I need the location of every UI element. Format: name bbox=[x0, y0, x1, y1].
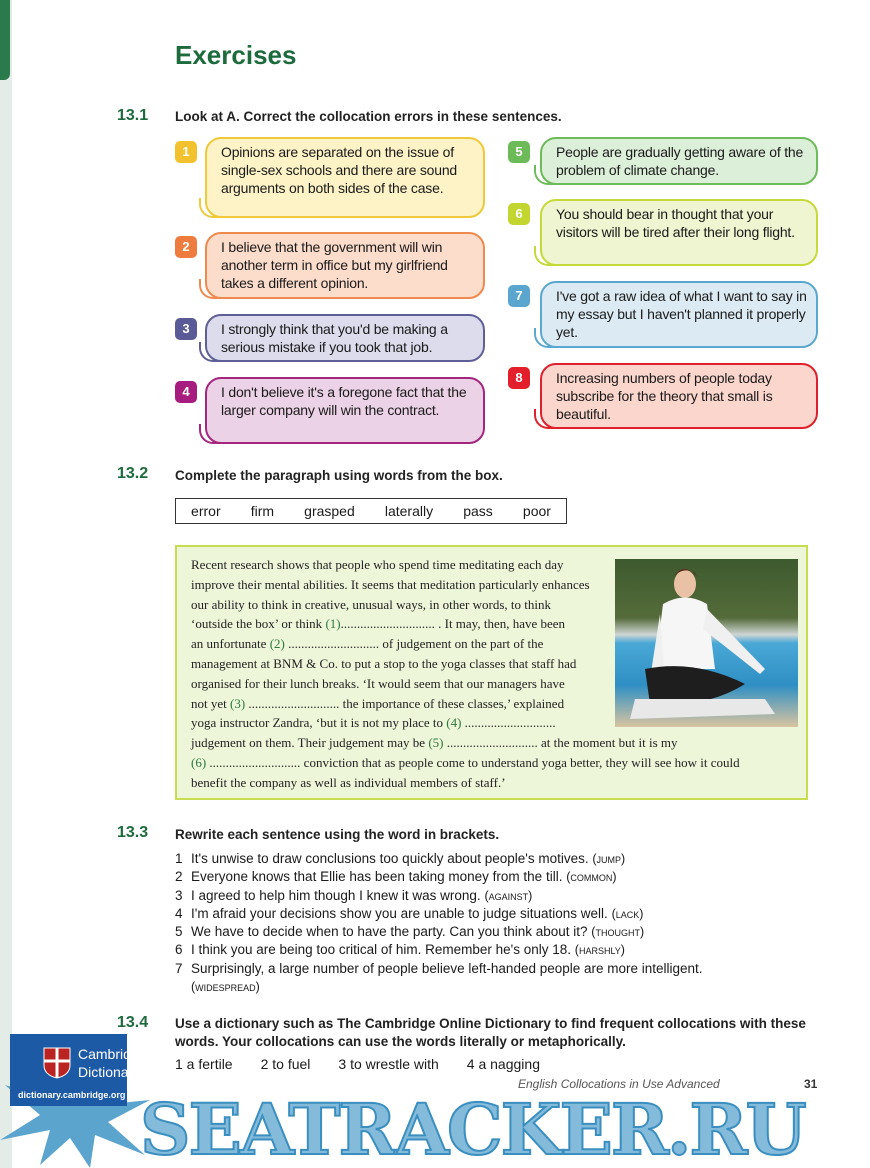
page-edge-strip bbox=[0, 0, 12, 1168]
item-body bbox=[191, 868, 617, 886]
item-number-badge: 3 bbox=[175, 318, 197, 340]
item-number: 1 bbox=[175, 851, 183, 866]
item-number-badge: 4 bbox=[175, 381, 197, 403]
yoga-woman-photo bbox=[615, 559, 798, 727]
reading-box bbox=[175, 545, 808, 800]
item-number-badge: 8 bbox=[508, 367, 530, 389]
gap-number: (6) bbox=[191, 754, 207, 770]
box-word: grasped bbox=[304, 503, 355, 519]
chapter-tab bbox=[0, 0, 10, 80]
cambridge-label: Cambridge bbox=[78, 1046, 147, 1062]
paragraph-text: an unfortunate bbox=[191, 636, 270, 652]
item-body bbox=[191, 960, 703, 997]
collocation-word: 1 a fertile bbox=[175, 1056, 233, 1072]
book-title-footer: English Collocations in Use Advanced bbox=[518, 1077, 720, 1091]
paragraph-text: ............................ of judgement on the part of the bbox=[284, 636, 544, 652]
paragraph-text: management at BNM & Co. to put a stop to the yoga classes that staff had bbox=[191, 655, 577, 671]
speech-bubble-sentence bbox=[205, 232, 485, 299]
item-number: 4 bbox=[175, 905, 183, 921]
watermark bbox=[140, 1088, 805, 1168]
gap-number: (1) bbox=[325, 616, 341, 632]
sentence-text: You should bear in thought that your visitors will be tired after their long flight. bbox=[556, 206, 795, 240]
bracket-word: (common) bbox=[566, 870, 617, 885]
sentence-text: People are gradually getting aware of the problem of climate change. bbox=[556, 144, 804, 178]
sentence-text: I've got a raw idea of what I want to say in my essay but I haven't planned it properly yet. bbox=[556, 288, 807, 340]
bracket-word: (thought) bbox=[591, 925, 645, 940]
list-item bbox=[175, 905, 703, 923]
bubble-tail bbox=[534, 165, 558, 185]
exercise-number-13-4: 13.4 bbox=[117, 1014, 149, 1031]
item-body bbox=[191, 923, 644, 941]
paragraph-line bbox=[191, 753, 740, 773]
item-number: 7 bbox=[175, 960, 183, 976]
sentence-text: I don't believe it's a foregone fact that the larger company will win the contract. bbox=[221, 384, 467, 418]
paragraph-text: yoga instructor Zandra, ‘but it is not my place to bbox=[191, 715, 447, 731]
cambridge-dictionary-ad[interactable] bbox=[10, 1034, 147, 1106]
bubble-tail bbox=[534, 328, 558, 348]
speech-bubble-sentence bbox=[540, 363, 818, 429]
exercise-heading-13-2: Complete the paragraph using words from the box. bbox=[175, 468, 503, 483]
list-item bbox=[175, 887, 703, 905]
paragraph-text: improve their mental abilities. It seems that meditation particularly enhances bbox=[191, 576, 590, 592]
paragraph-text: organised for their lunch breaks. ‘It would seem that our managers have bbox=[191, 675, 565, 691]
collocation-word: 3 to wrestle with bbox=[338, 1056, 439, 1072]
exercise-number-13-1: 13.1 bbox=[117, 107, 149, 124]
box-word: poor bbox=[522, 503, 551, 519]
speech-bubble-sentence bbox=[205, 377, 485, 444]
list-item bbox=[175, 923, 703, 941]
paragraph-text: ............................ the importance of these classes,’ explained bbox=[245, 695, 565, 711]
sentence-text: I believe that the government will win another term in office but my girlfriend takes a different opinion. bbox=[221, 239, 448, 291]
page-title: Exercises bbox=[175, 40, 297, 70]
gap-number: (5) bbox=[428, 735, 444, 751]
box-word: firm bbox=[250, 503, 275, 519]
speech-bubble-sentence bbox=[205, 314, 485, 362]
paragraph-text: ‘outside the box’ or think bbox=[191, 616, 326, 632]
paragraph-text: our ability to think in creative, unusual ways, in other words, to think bbox=[191, 596, 551, 612]
gap-number: (3) bbox=[230, 695, 246, 711]
watermark-text: SEATRACKER.RU bbox=[140, 1088, 805, 1168]
bubble-tail bbox=[199, 198, 223, 218]
item-number-badge: 1 bbox=[175, 141, 197, 163]
item-body bbox=[191, 905, 643, 923]
sentence-text: Increasing numbers of people today subscribe for the theory that small is beautiful. bbox=[556, 370, 773, 422]
gap-number: (2) bbox=[269, 636, 285, 652]
item-body bbox=[191, 850, 625, 868]
item-body bbox=[191, 941, 625, 959]
paragraph-text: ............................ at the moment but it is my bbox=[443, 735, 678, 751]
item-number-badge: 7 bbox=[508, 285, 530, 307]
item-sentence: Everyone knows that Ellie has been taking money from the till. bbox=[191, 869, 563, 885]
item-number: 3 bbox=[175, 887, 183, 903]
speech-bubble-sentence bbox=[540, 137, 818, 185]
collocation-word-list bbox=[175, 1055, 540, 1073]
bubble-tail bbox=[534, 246, 558, 266]
exercise-number-13-3: 13.3 bbox=[117, 824, 149, 841]
sentence-text: Opinions are separated on the issue of single-sex schools and there are sound arguments on both sides of the case. bbox=[221, 144, 457, 196]
box-word: pass bbox=[463, 503, 493, 519]
bracket-word: (jump) bbox=[592, 852, 626, 866]
paragraph-text: benefit the company as well as individual members of staff.’ bbox=[191, 774, 506, 790]
bracket-word: (lack) bbox=[611, 906, 644, 921]
paragraph-text: judgement on them. Their judgement may be bbox=[191, 735, 429, 751]
bubble-tail bbox=[199, 342, 223, 362]
bubble-tail bbox=[199, 424, 223, 444]
paragraph-line bbox=[191, 733, 740, 753]
box-word: error bbox=[191, 503, 221, 519]
item-number: 6 bbox=[175, 942, 183, 958]
item-sentence: We have to decide when to have the party. Can you think about it? bbox=[191, 924, 588, 940]
item-body bbox=[191, 887, 532, 905]
speech-bubble-sentence bbox=[205, 137, 485, 218]
bracket-word: (widespread) bbox=[191, 980, 260, 995]
item-number: 5 bbox=[175, 924, 183, 940]
page-number: 31 bbox=[804, 1077, 818, 1091]
word-box bbox=[175, 498, 567, 524]
bubble-tail bbox=[199, 279, 223, 299]
list-item bbox=[175, 850, 703, 868]
list-item bbox=[175, 960, 703, 997]
collocation-word: 4 a nagging bbox=[466, 1056, 540, 1072]
collocation-word: 2 to fuel bbox=[260, 1056, 311, 1072]
sentence-text: I strongly think that you'd be making a serious mistake if you took that job. bbox=[221, 321, 448, 355]
paragraph-text: ............................ conviction that as people come to understand yoga better, they will see how it could bbox=[206, 754, 740, 770]
bracket-word: (against) bbox=[484, 888, 533, 903]
dictionary-url[interactable]: dictionary.cambridge.org bbox=[18, 1090, 126, 1100]
speech-bubble-sentence bbox=[540, 199, 818, 266]
speech-bubble-sentence bbox=[540, 281, 818, 348]
paragraph-line bbox=[191, 773, 740, 793]
item-sentence: I agreed to help him though I knew it was wrong. bbox=[191, 887, 481, 903]
rewrite-list bbox=[175, 850, 703, 996]
item-number-badge: 6 bbox=[508, 203, 530, 225]
exercise-heading-13-1: Look at A. Correct the collocation errors in these sentences. bbox=[175, 109, 562, 124]
bracket-word: (harshly) bbox=[574, 943, 625, 958]
paragraph-text: ............................. . It may, then, have been bbox=[340, 616, 566, 632]
item-number-badge: 2 bbox=[175, 236, 197, 258]
paragraph-text: ............................ bbox=[461, 715, 556, 731]
gap-number: (4) bbox=[446, 715, 462, 731]
item-sentence: Surprisingly, a large number of people believe left-handed people are more intelligent. bbox=[191, 960, 703, 976]
list-item bbox=[175, 941, 703, 959]
box-word: laterally bbox=[384, 503, 434, 519]
item-number-badge: 5 bbox=[508, 141, 530, 163]
bubble-tail bbox=[534, 409, 558, 429]
exercise-number-13-2: 13.2 bbox=[117, 465, 149, 482]
item-sentence: It's unwise to draw conclusions too quickly about people's motives. bbox=[191, 851, 589, 866]
exercise-heading-13-3: Rewrite each sentence using the word in brackets. bbox=[175, 827, 500, 842]
dictionary-label: Dictionary bbox=[78, 1064, 141, 1080]
paragraph-text: Recent research shows that people who spend time meditating each day bbox=[191, 557, 564, 572]
exercise-heading-13-4: Use a dictionary such as The Cambridge Online Dictionary to find frequent collocations with these words. Your collocations can use the words literally or metaphorically. bbox=[175, 1016, 806, 1049]
list-item bbox=[175, 868, 703, 886]
item-sentence: I think you are being too critical of him. Remember he's only 18. bbox=[191, 942, 572, 958]
paragraph-text: not yet bbox=[191, 695, 230, 711]
item-number: 2 bbox=[175, 869, 183, 885]
cambridge-crest-icon bbox=[43, 1047, 71, 1079]
item-sentence: I'm afraid your decisions show you are unable to judge situations well. bbox=[191, 905, 608, 921]
